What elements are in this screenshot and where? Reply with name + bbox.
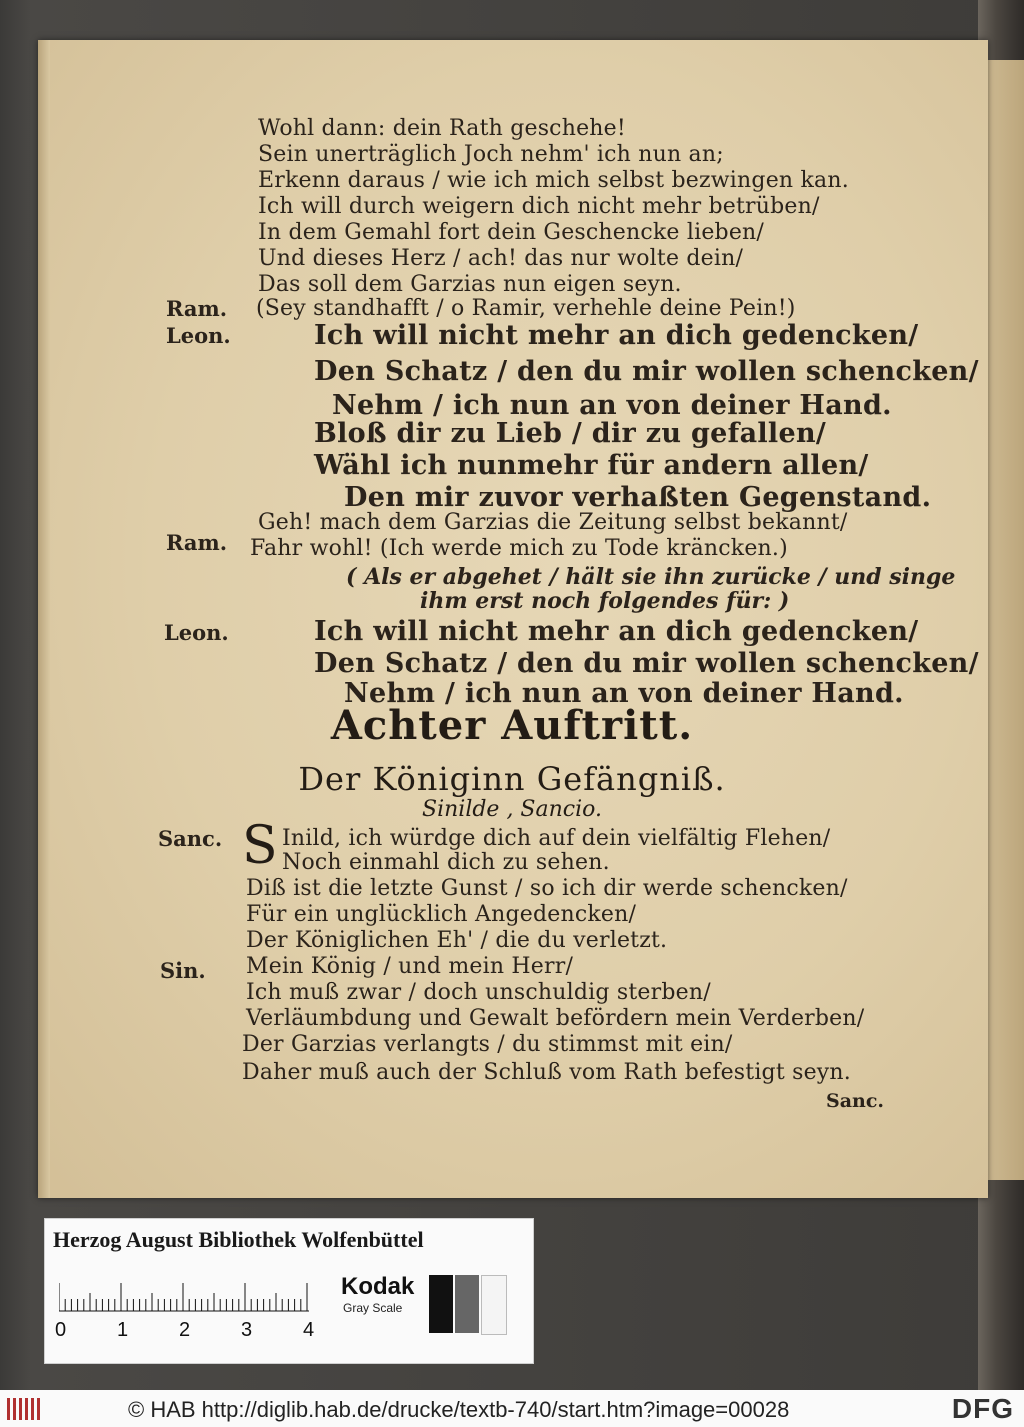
speaker-label: Sin. xyxy=(160,958,206,983)
facing-page-edge xyxy=(988,60,1024,1180)
verse-line: Das soll dem Garzias nun eigen seyn. xyxy=(258,272,682,297)
gray-swatch xyxy=(429,1275,453,1333)
verse-line: Diß ist die letzte Gunst / so ich dir werde schencken/ xyxy=(246,876,848,901)
ruler-number: 1 xyxy=(117,1319,129,1341)
kodak-logo: Kodak xyxy=(341,1273,415,1300)
aria-line: Ich will nicht mehr an dich gedencken/ xyxy=(314,616,919,647)
aria-line: Wähl ich nunmehr für andern allen/ xyxy=(314,450,869,481)
speaker-label: Ram. xyxy=(166,530,228,555)
verse-line: Für ein unglücklich Angedencken/ xyxy=(246,902,637,927)
speaker-label: Leon. xyxy=(164,620,229,645)
aria-line: Nehm / ich nun an von deiner Hand. xyxy=(344,678,904,709)
verse-line: Fahr wohl! (Ich werde mich zu Tode kräncken.) xyxy=(250,536,788,561)
library-label xyxy=(44,1218,534,1364)
aria-line: Ich will nicht mehr an dich gedencken/ xyxy=(314,320,919,351)
stage-direction: ( Als er abgehet / hält sie ihn zurücke / und singe xyxy=(346,564,956,590)
verse-line: Geh! mach dem Garzias die Zeitung selbst bekannt/ xyxy=(258,510,848,535)
scene-heading: Achter Auftritt. xyxy=(330,702,694,749)
ruler-number: 2 xyxy=(179,1319,191,1341)
ruler-number: 4 xyxy=(303,1319,315,1341)
stage-direction: ihm erst noch folgendes für: ) xyxy=(420,588,790,614)
verse-line: Erkenn daraus / wie ich mich selbst bezwingen kan. xyxy=(258,168,849,193)
page-edge xyxy=(38,40,50,1198)
verse-line: Verläumbdung und Gewalt befördern mein Verderben/ xyxy=(246,1006,865,1031)
scene-place: Der Königinn Gefängniß. xyxy=(298,760,726,798)
ruler-number: 0 xyxy=(55,1319,67,1341)
verse-line: Der Garzias verlangts / du stimmst mit ein/ xyxy=(242,1032,733,1057)
verse-line: Und dieses Herz / ach! das nur wolte dein/ xyxy=(258,246,744,271)
verse-line: Mein König / und mein Herr/ xyxy=(246,954,574,979)
scene-persons: Sinilde , Sancio. xyxy=(422,797,602,822)
verse-line: Sein unerträglich Joch nehm' ich nun an; xyxy=(258,142,724,167)
speaker-label: Sanc. xyxy=(158,826,223,851)
verse-line: Wohl dann: dein Rath geschehe! xyxy=(258,116,626,141)
aria-line: Nehm / ich nun an von deiner Hand. xyxy=(332,390,892,421)
verse-line: (Sey standhafft / o Ramir, verhehle deine Pein!) xyxy=(256,296,796,321)
verse-line: Ich muß zwar / doch unschuldig sterben/ xyxy=(246,980,711,1005)
aria-line: Den Schatz / den du mir wollen schencken/ xyxy=(314,648,979,679)
grayscale-caption: Gray Scale xyxy=(343,1301,403,1315)
speaker-label: Leon. xyxy=(166,323,231,348)
gray-swatch xyxy=(455,1275,479,1333)
verse-line: In dem Gemahl fort dein Geschencke lieben/ xyxy=(258,220,765,245)
speaker-label: Ram. xyxy=(166,296,228,321)
verse-line: Noch einmahl dich zu sehen. xyxy=(282,850,610,875)
ruler-number: 3 xyxy=(241,1319,253,1341)
aria-line: Den Schatz / den du mir wollen schencken/ xyxy=(314,356,979,387)
ruler-scale xyxy=(59,1281,339,1321)
hab-logo-icon xyxy=(6,1396,42,1422)
verse-line: Ich will durch weigern dich nicht mehr betrüben/ xyxy=(258,194,820,219)
catchword: Sanc. xyxy=(826,1090,885,1112)
dfg-logo: DFG xyxy=(951,1393,1014,1424)
aria-line: Den mir zuvor verhaßten Gegenstand. xyxy=(344,482,932,513)
footer-bar xyxy=(0,1390,1024,1427)
gray-swatch xyxy=(481,1275,507,1335)
aria-line: Bloß dir zu Lieb / dir zu gefallen/ xyxy=(314,418,827,449)
label-title: Herzog August Bibliothek Wolfenbüttel xyxy=(53,1227,424,1252)
verse-line: Inild, ich würdge dich auf dein vielfältig Flehen/ xyxy=(282,826,831,851)
footer-citation[interactable]: © HAB http://diglib.hab.de/drucke/textb-740/start.htm?image=00028 xyxy=(128,1397,790,1422)
drop-capital: S xyxy=(242,816,278,876)
verse-line: Daher muß auch der Schluß vom Rath befestigt seyn. xyxy=(242,1060,851,1085)
verse-line: Der Königlichen Eh' / die du verletzt. xyxy=(246,928,668,953)
